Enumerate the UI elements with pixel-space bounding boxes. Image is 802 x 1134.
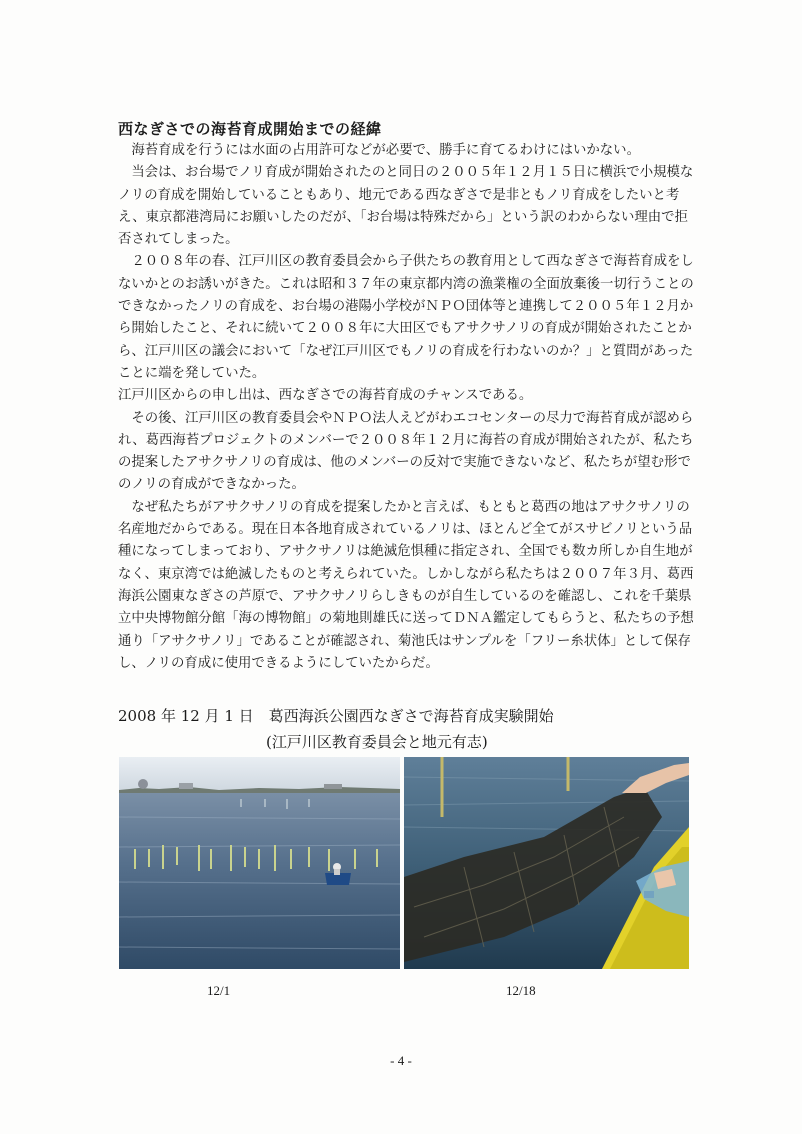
section-heading: 西なぎさでの海苔育成開始までの経緯: [118, 120, 382, 138]
photo-date-label: 12/1: [207, 983, 231, 998]
paragraph: その後、江戸川区の教育委員会やＮＰＯ法人えどがわエコセンターの尽力で海苔育成が認められ、葛西海苔プロジェクトのメンバーで２００８年１２月に海苔の育成が開始されたが、私たちの提案したアサクサノリの育成は、他のメンバーの反対で実施できないなど、私たちが望む形でのノリの育成ができなかった。: [118, 410, 694, 493]
photo-caption-sub: (江戸川区教育委員会と地元有志): [266, 733, 488, 751]
body-text: [118, 140, 696, 675]
photo-seaweed-nets-image: [404, 757, 689, 969]
photo-caption: 2008 年 12 月 1 日 葛西海浜公園西なぎさで海苔育成実験開始: [118, 707, 554, 725]
paragraph: ２００８年の春、江戸川区の教育委員会から子供たちの教育用として西なぎさで海苔育成をしないかとのお誘いがきた。これは昭和３７年の東京都内湾の漁業権の全面放棄後一切行うことのできなかったノリの育成を、お台場の港陽小学校がＮＰＯ団体等と連携して２００５年１２月から開始したこと、それに続いて２００８年に大田区でもアサクサノリの育成が開始されたことから、江戸川区の議会において「なぜ江戸川区でもノリの育成を行わないのか？」と質問があったことに端を発していた。: [118, 254, 694, 381]
paragraph: 当会は、お台場でノリ育成が開始されたのと同日の２００５年１２月１５日に横浜で小規模なノリの育成を開始していることもあり、地元である西なぎさで是非ともノリ育成をしたいと考え、東京都港湾局にお願いしたのだが、「お台場は特殊だから」という訳のわからない理由で拒否されてしまった。: [118, 165, 694, 248]
page-number: - 4 -: [390, 1053, 412, 1068]
photo-seaweed-poles: [119, 757, 400, 969]
photo-seaweed-poles-image: [119, 757, 400, 969]
paragraph: 江戸川区からの申し出は、西なぎさでの海苔育成のチャンスである。: [118, 388, 533, 404]
photo-seaweed-nets: [404, 757, 689, 969]
paragraph: 海苔育成を行うには水面の占用許可などが必要で、勝手に育てるわけにはいかない。: [131, 143, 640, 158]
photo-date-label: 12/18: [506, 983, 536, 998]
paragraph: なぜ私たちがアサクサノリの育成を提案したかと言えば、もともと葛西の地はアサクサノリの名産地だからである。現在日本各地育成されているノリは、ほとんど全てがスサビノリという品種になってしまっており、アサクサノリは絶滅危惧種に指定され、全国でも数カ所しか自生地がなく、東京湾では絶滅したものと考えられていた。しかしながら私たちは２００７年３月、葛西海浜公園東なぎさの芦原で、アサクサノリらしきものが自生しているのを確認し、これを千葉県立中央博物館分館「海の博物館」の菊地則雄氏に送ってＤＮＡ鑑定してもらうと、私たちの予想通り「アサクサノリ」であることが確認され、菊池氏はサンプルを「フリー糸状体」として保存し、ノリの育成に使用できるようにしていたからだ。: [118, 499, 694, 671]
